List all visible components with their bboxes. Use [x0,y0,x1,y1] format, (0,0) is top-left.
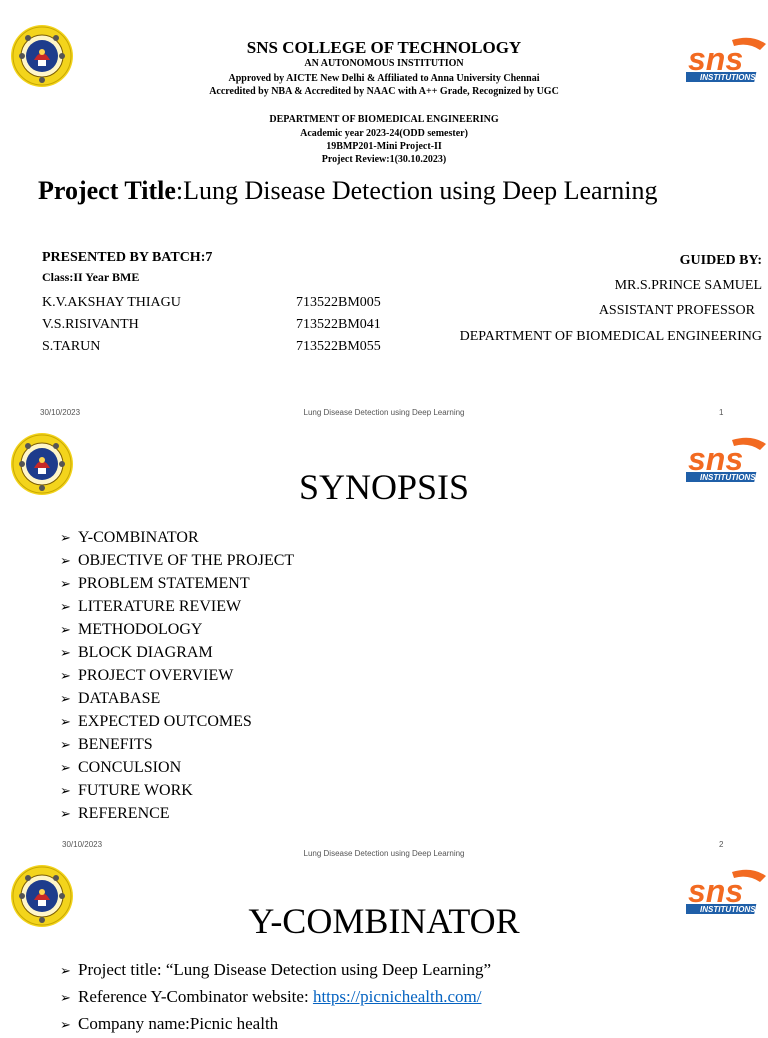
arrow-bullet-icon: ➢ [60,576,71,591]
arrow-bullet-icon: ➢ [60,806,71,821]
arrow-bullet-icon: ➢ [60,783,71,798]
list-item: ➢ OBJECTIVE OF THE PROJECT [60,549,294,572]
footer-page-number: 2 [719,840,724,849]
arrow-bullet-icon: ➢ [60,691,71,706]
arrow-bullet-icon: ➢ [60,760,71,775]
arrow-bullet-icon: ➢ [60,599,71,614]
student-reg-2: 713522BM041 [296,317,381,332]
footer-title: Lung Disease Detection using Deep Learning [303,849,465,858]
student-name-2: V.S.RISIVANTH [42,317,139,332]
list-item: ➢ DATABASE [60,687,294,710]
presented-by: PRESENTED BY BATCH:7 [42,250,213,265]
list-item: ➢ BENEFITS [60,733,294,756]
list-item: ➢ FUTURE WORK [60,779,294,802]
arrow-bullet-icon: ➢ [60,622,71,637]
class-line: Class:II Year BME [42,270,140,284]
list-item: ➢ REFERENCE [60,802,294,825]
arrow-bullet-icon: ➢ [60,553,71,568]
arrow-bullet-icon: ➢ [60,714,71,729]
department-line: DEPARTMENT OF BIOMEDICAL ENGINEERING [269,114,499,125]
list-item: ➢ PROBLEM STATEMENT [60,572,294,595]
arrow-bullet-icon: ➢ [60,1017,71,1032]
arrow-bullet-icon: ➢ [60,645,71,660]
autonomous-line: AN AUTONOMOUS INSTITUTION [304,58,464,69]
arrow-bullet-icon: ➢ [60,668,71,683]
accreditation-line: Accredited by NBA & Accredited by NAAC with A++ Grade, Recognized by UGC [209,86,559,97]
synopsis-heading: SYNOPSIS [298,467,470,507]
list-item: ➢ PROJECT OVERVIEW [60,664,294,687]
student-reg-1: 713522BM005 [296,295,381,310]
list-item: ➢ CONCULSION [60,756,294,779]
guide-department: DEPARTMENT OF BIOMEDICAL ENGINEERING [459,329,762,344]
footer-title: Lung Disease Detection using Deep Learning [303,408,465,417]
list-item: ➢ Project title: “Lung Disease Detection using Deep Learning” [60,956,491,983]
list-item: ➢ METHODOLOGY [60,618,294,641]
guided-by: GUIDED BY: [679,253,762,268]
college-name: SNS COLLEGE OF TECHNOLOGY [246,38,522,57]
review-line: Project Review:1(30.10.2023) [321,154,447,165]
footer-date: 30/10/2023 [62,840,103,849]
synopsis-list [60,526,294,825]
list-item: ➢ LITERATURE REVIEW [60,595,294,618]
project-title-text: :Lung Disease Detection using Deep Learning [175,176,658,205]
project-title [38,176,657,206]
course-line: 19BMP201-Mini Project-II [326,141,442,152]
ycombinator-heading: Y-COMBINATOR [248,901,520,941]
ycombinator-list [60,956,491,1037]
footer-date: 30/10/2023 [40,408,81,417]
slide-1 [0,0,768,430]
student-name-1: K.V.AKSHAY THIAGU [42,295,181,310]
student-reg-3: 713522BM055 [296,339,381,354]
list-item: ➢ Company name:Picnic health [60,1010,491,1037]
slide-3 [0,862,768,1033]
academic-year-line: Academic year 2023-24(ODD semester) [300,128,468,139]
footer-page-number: 1 [719,408,724,417]
project-title-label: Project Title [38,176,176,205]
arrow-bullet-icon: ➢ [60,990,71,1005]
reference-link[interactable]: https://picnichealth.com/ [312,987,482,1006]
slide-2 [0,430,768,862]
list-item: ➢ BLOCK DIAGRAM [60,641,294,664]
arrow-bullet-icon: ➢ [60,963,71,978]
guide-role: ASSISTANT PROFESSOR [598,303,755,318]
approval-line: Approved by AICTE New Delhi & Affiliated to Anna University Chennai [228,73,540,84]
arrow-bullet-icon: ➢ [60,530,71,545]
arrow-bullet-icon: ➢ [60,737,71,752]
list-item: ➢ Reference Y-Combinator website: https://picnichealth.com/ [60,983,491,1010]
list-item: ➢ EXPECTED OUTCOMES [60,710,294,733]
list-item: ➢ Y-COMBINATOR [60,526,294,549]
student-name-3: S.TARUN [42,339,101,354]
guide-name: MR.S.PRINCE SAMUEL [614,278,762,293]
